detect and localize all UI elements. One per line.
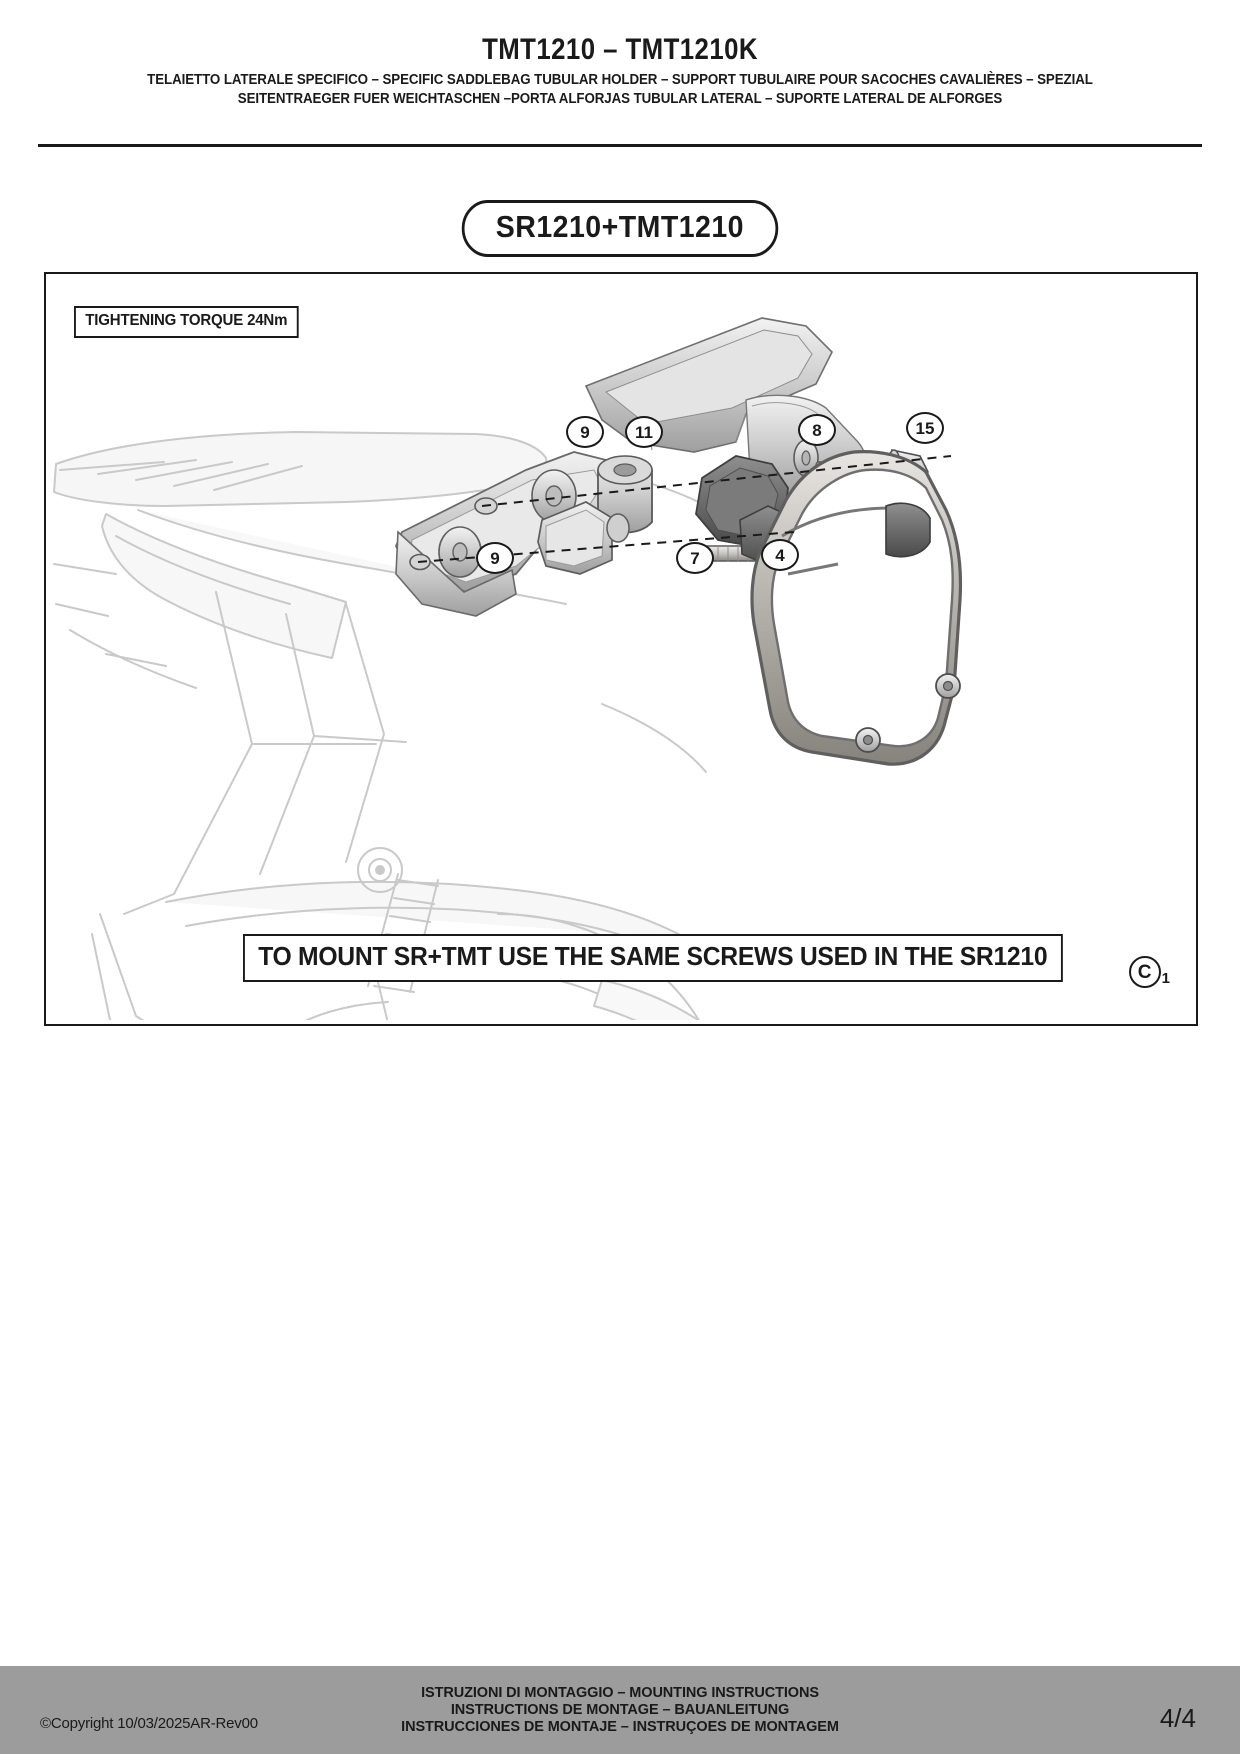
step-reference xyxy=(1129,956,1170,988)
header-divider xyxy=(38,144,1202,147)
footer-instructions xyxy=(0,1685,1240,1736)
callout-4: 4 xyxy=(761,539,799,571)
copyright-text: ©Copyright 10/03/2025AR-Rev00 xyxy=(40,1715,258,1732)
footer-line-1: ISTRUZIONI DI MONTAGGIO – MOUNTING INSTRUCTIONS xyxy=(421,1684,819,1701)
page-number: 4/4 xyxy=(1159,1703,1196,1733)
callout-9-lower: 9 xyxy=(476,542,514,574)
motorcycle-assembly-drawing xyxy=(46,274,1192,1020)
page-title: TMT1210 – TMT1210K xyxy=(482,33,758,66)
assembly-pill-container xyxy=(0,200,1240,257)
assembly-code-pill: SR1210+TMT1210 xyxy=(462,200,778,257)
callout-11: 11 xyxy=(625,416,663,448)
mount-instruction-note: TO MOUNT SR+TMT USE THE SAME SCREWS USED IN THE SR1210 xyxy=(243,934,1062,982)
footer xyxy=(0,1666,1240,1754)
callout-7: 7 xyxy=(676,542,714,574)
callout-9-upper: 9 xyxy=(566,416,604,448)
footer-line-3: INSTRUCCIONES DE MONTAJE – INSTRUÇOES DE MONTAGEM xyxy=(401,1718,839,1735)
step-reference-letter: C xyxy=(1129,956,1161,988)
callout-8: 8 xyxy=(798,414,836,446)
footer-line-2: INSTRUCTIONS DE MONTAGE – BAUANLEITUNG xyxy=(450,1701,790,1718)
callout-15: 15 xyxy=(906,412,944,444)
document-header xyxy=(0,34,1240,110)
page-subtitle: TELAIETTO LATERALE SPECIFICO – SPECIFIC SADDLEBAG TUBULAR HOLDER – SUPPORT TUBULAIRE POUR SACOCHES CAVALIÈRES – SPEZIAL SEITENTRAEGER FUER WEICHTASCHEN –PORTA ALFORJAS TUBULAR LATERAL – SUPORTE LATERAL DE ALFORGES xyxy=(147,71,1093,108)
tightening-torque-note: TIGHTENING TORQUE 24Nm xyxy=(74,306,299,338)
dark-spacer-block xyxy=(886,503,930,556)
step-reference-index: 1 xyxy=(1161,970,1170,987)
assembly-figure xyxy=(44,272,1198,1026)
